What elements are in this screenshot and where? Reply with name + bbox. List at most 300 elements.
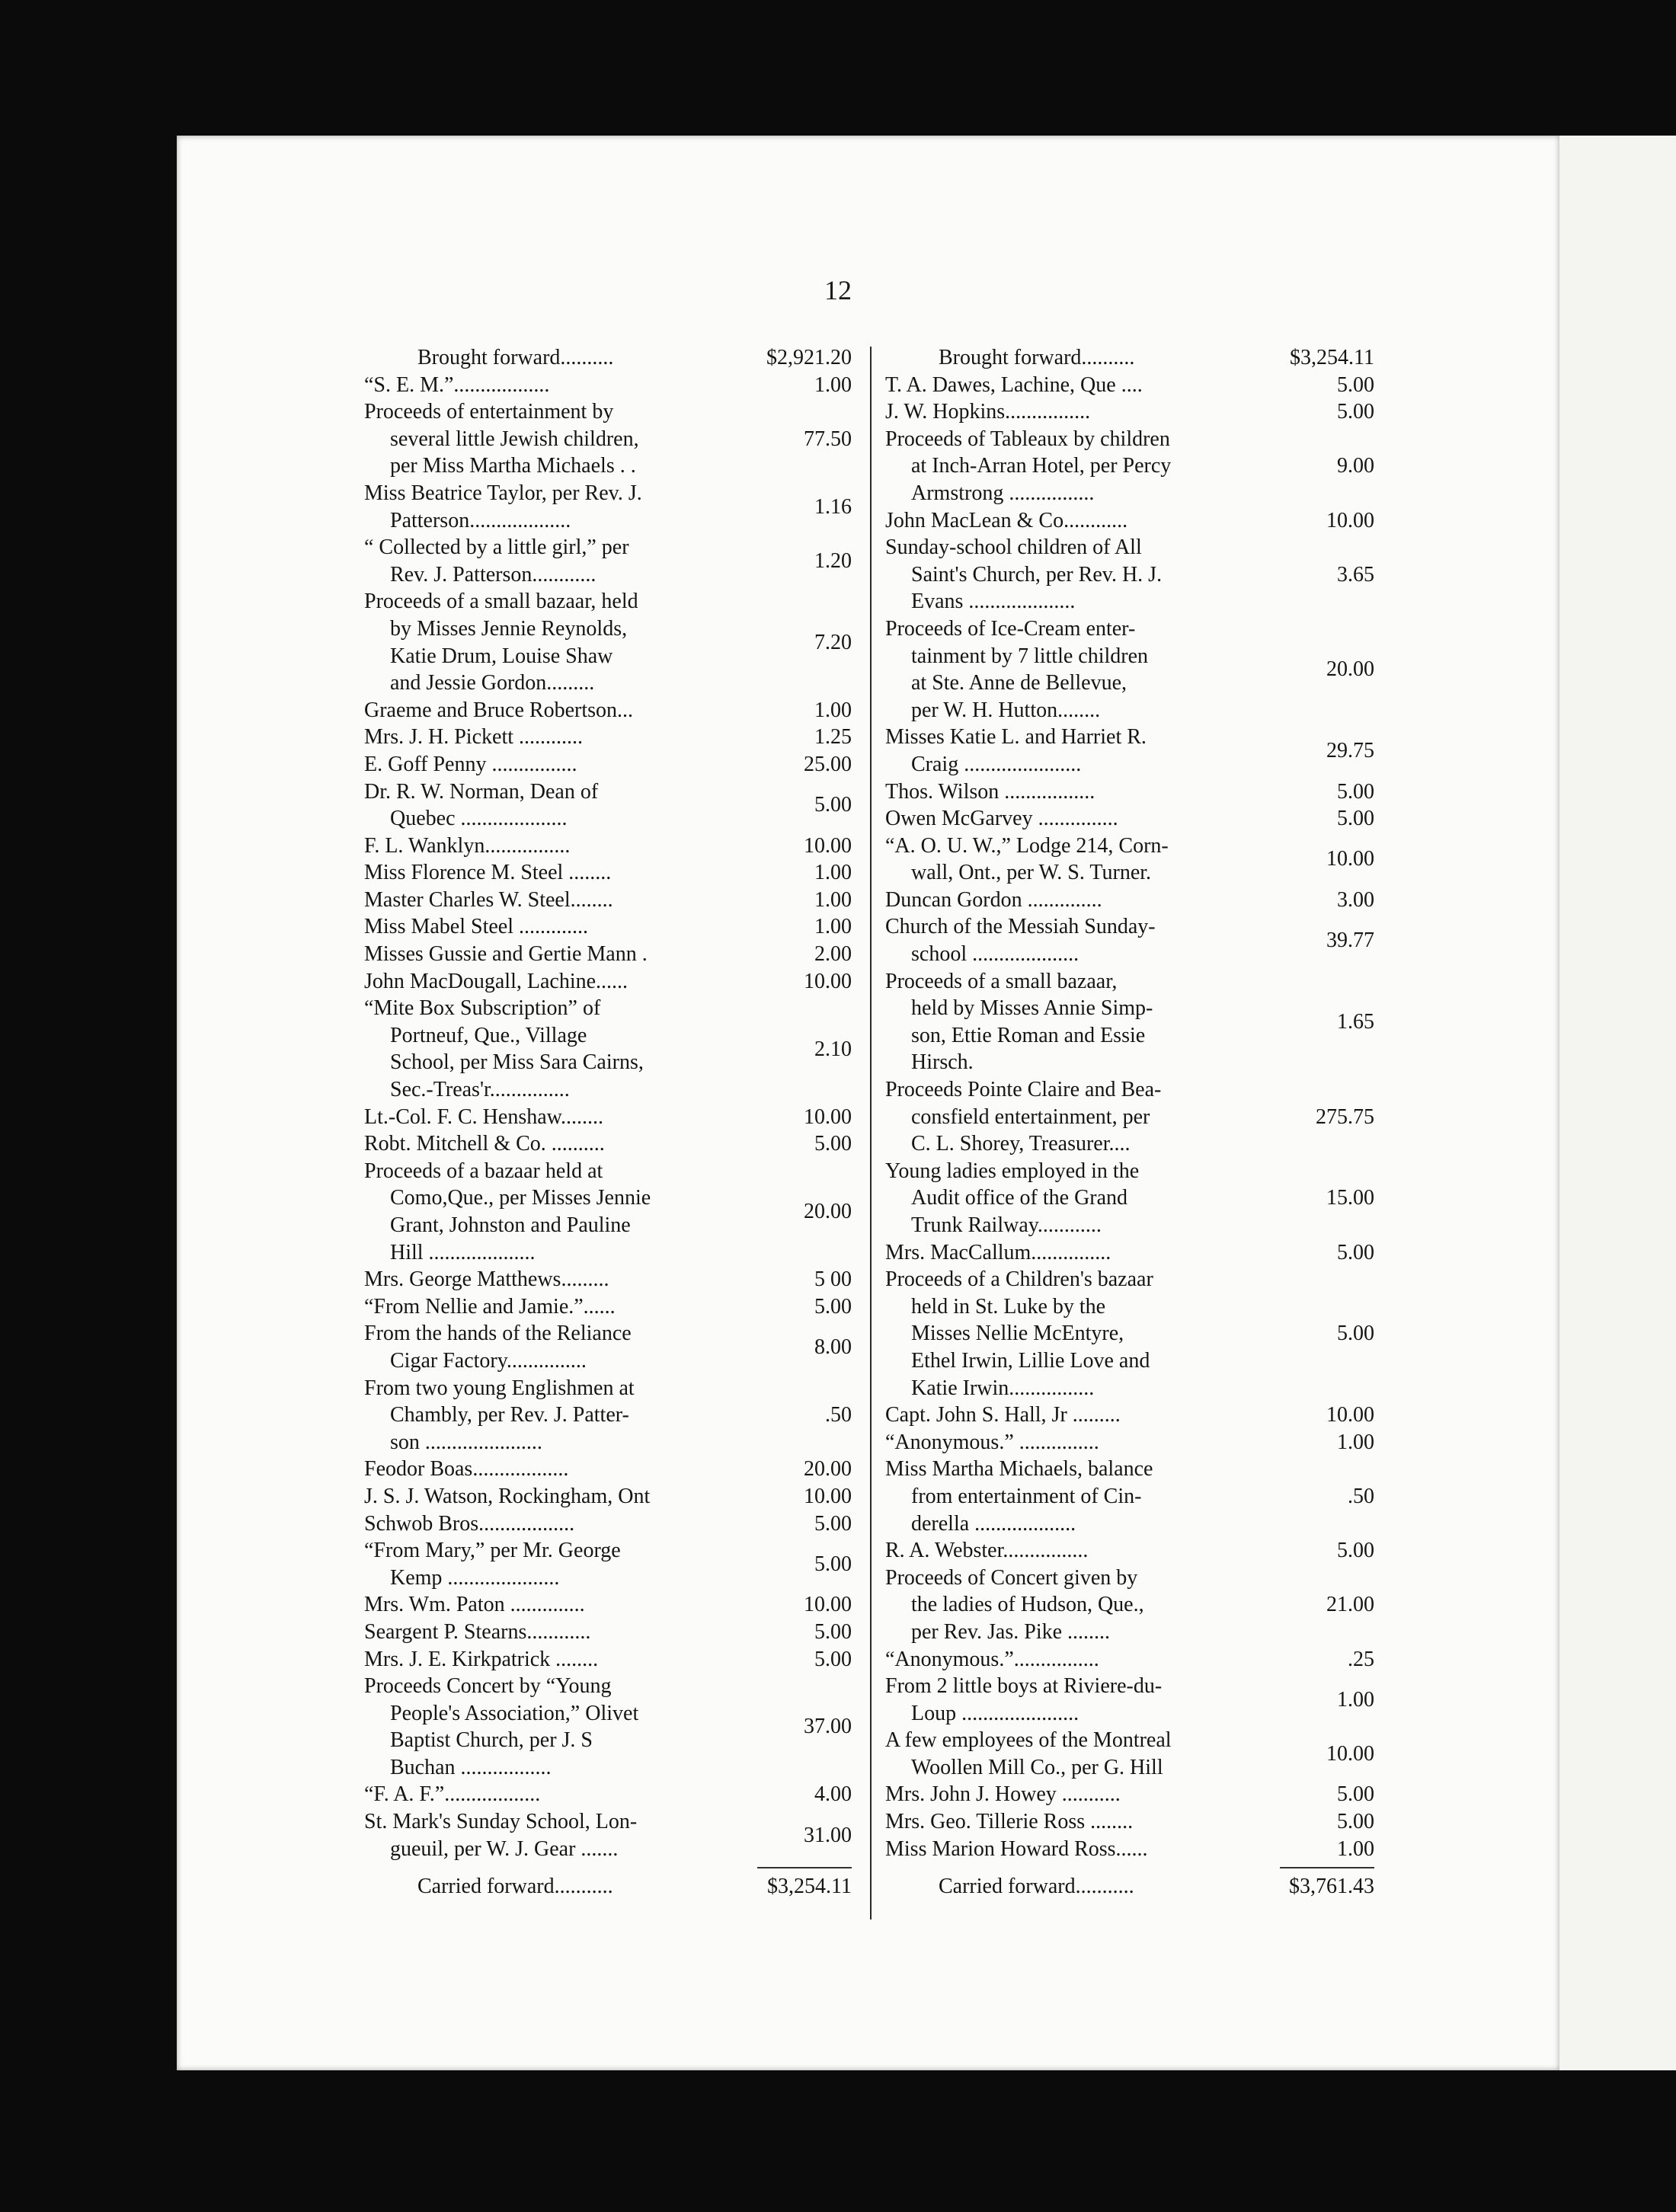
brought-forward-label xyxy=(364,344,757,372)
entry-amount: 20.00 xyxy=(804,1200,852,1224)
entry-line: Woollen Mill Co., per G. Hill xyxy=(911,1755,1163,1779)
entry-line: A few employees of the Montreal xyxy=(885,1728,1172,1753)
entry-amount: 1.00 xyxy=(814,887,852,912)
entry-amount: 5.00 xyxy=(814,793,852,817)
ledger-entry xyxy=(885,1565,1374,1646)
entry-line: Sunday-school children of All xyxy=(885,535,1142,560)
entry-amount: 10.00 xyxy=(804,969,852,993)
entry-description xyxy=(364,968,757,996)
carried-forward-row xyxy=(364,1873,852,1900)
entry-line: Master Charles W. Steel........ xyxy=(364,887,613,912)
entry-description xyxy=(364,1673,757,1781)
entry-description xyxy=(364,1591,757,1619)
entry-line: Katie Drum, Louise Shaw xyxy=(390,644,613,668)
entry-line: Portneuf, Que., Village xyxy=(390,1023,587,1047)
entry-amount: 1.00 xyxy=(1337,1836,1374,1861)
entry-amount: 5.00 xyxy=(814,1132,852,1156)
ledger-entry xyxy=(885,534,1374,615)
ledger-entry xyxy=(885,1402,1374,1429)
ledger-entry xyxy=(364,968,852,996)
entry-line: School, per Miss Sara Cairns, xyxy=(390,1050,644,1075)
entry-line: T. A. Dawes, Lachine, Que .... xyxy=(885,372,1143,397)
entry-line: Sec.-Treas'r............... xyxy=(390,1078,570,1102)
entry-line: Proceeds of Tableaux by children xyxy=(885,427,1170,451)
brought-forward-text: Brought forward.......... xyxy=(939,346,1135,369)
ledger-entry xyxy=(364,1130,852,1158)
entry-line: consfield entertainment, per xyxy=(911,1104,1150,1129)
entry-line: per Miss Martha Michaels . . xyxy=(390,454,636,478)
page-number: 12 xyxy=(824,275,852,305)
entry-line: Young ladies employed in the xyxy=(885,1159,1140,1183)
entry-amount: 1.00 xyxy=(814,372,852,397)
entry-amount: 1.00 xyxy=(1337,1430,1374,1454)
entry-line: held in St. Luke by the xyxy=(911,1294,1106,1319)
entry-amount: 10.00 xyxy=(1326,1403,1374,1427)
entry-description xyxy=(885,507,1280,535)
entry-description xyxy=(885,534,1280,615)
entry-line: the ladies of Hudson, Que., xyxy=(911,1593,1144,1617)
entry-description xyxy=(885,615,1280,724)
entry-description xyxy=(885,1266,1280,1402)
ledger-entry xyxy=(885,1646,1374,1673)
entry-amount: 37.00 xyxy=(804,1715,852,1739)
entry-line: Mrs. John J. Howey ........... xyxy=(885,1782,1121,1807)
entry-description xyxy=(364,1320,757,1374)
ledger-entry xyxy=(885,968,1374,1076)
ledger-entry xyxy=(885,1076,1374,1158)
carried-forward-amount: $3,254.11 xyxy=(767,1875,852,1899)
ledger-entry xyxy=(364,1293,852,1321)
entry-description xyxy=(364,887,757,914)
entry-line: Proceeds of entertainment by xyxy=(364,400,614,424)
ledger-entry xyxy=(364,913,852,941)
entry-description xyxy=(364,534,757,588)
entry-line: Grant, Johnston and Pauline xyxy=(390,1213,631,1237)
entry-amount: 3.00 xyxy=(1337,887,1374,912)
ledger-entry xyxy=(885,1673,1374,1727)
entry-line: Mrs. George Matthews......... xyxy=(364,1267,609,1292)
ledger-entry xyxy=(364,1781,852,1808)
ledger-entry xyxy=(364,1646,852,1673)
ledger-entry xyxy=(885,833,1374,887)
entry-line: Ethel Irwin, Lillie Love and xyxy=(911,1348,1150,1373)
carried-forward-amount: $3,761.43 xyxy=(1289,1875,1374,1899)
ledger-entry xyxy=(364,1619,852,1646)
entry-amount: 4.00 xyxy=(814,1782,852,1807)
ledger-entry xyxy=(885,426,1374,507)
ledger-entry xyxy=(364,480,852,534)
entry-line: derella ................... xyxy=(911,1511,1076,1536)
entry-line: Evans .................... xyxy=(911,590,1076,614)
entry-line: John MacDougall, Lachine...... xyxy=(364,969,628,993)
ledger-entry xyxy=(885,1429,1374,1456)
ledger-entry xyxy=(364,1158,852,1266)
ledger-entry xyxy=(885,1727,1374,1781)
entry-description xyxy=(885,1429,1280,1456)
ledger-entry xyxy=(364,941,852,968)
ledger-entry xyxy=(364,1591,852,1619)
entry-amount: 1.00 xyxy=(814,861,852,885)
ledger-entry xyxy=(885,372,1374,399)
entry-amount: 5.00 xyxy=(814,1619,852,1644)
ledger-entry xyxy=(885,1537,1374,1565)
ledger-entry xyxy=(885,805,1374,833)
entry-line: Kemp ..................... xyxy=(390,1565,560,1590)
ledger-entry xyxy=(364,1673,852,1781)
entry-description xyxy=(364,398,757,480)
entry-line: “Mite Box Subscription” of xyxy=(364,996,601,1021)
ledger-entry xyxy=(364,1375,852,1456)
ledger-entry xyxy=(885,1266,1374,1402)
brought-forward-row xyxy=(364,344,852,372)
entry-line: Miss Marion Howard Ross...... xyxy=(885,1836,1148,1861)
entry-description xyxy=(885,1239,1280,1267)
entry-description xyxy=(885,1727,1280,1781)
entry-description xyxy=(885,1076,1280,1158)
ledger-entry xyxy=(364,1510,852,1538)
entry-description xyxy=(364,995,757,1103)
brought-forward-amount: $3,254.11 xyxy=(1290,346,1374,369)
entry-amount: 10.00 xyxy=(1326,847,1374,871)
entry-line: Loup ...................... xyxy=(911,1701,1079,1725)
entry-description xyxy=(364,941,757,968)
entry-line: Mrs. J. H. Pickett ............ xyxy=(364,725,583,750)
entry-line: Armstrong ................ xyxy=(911,481,1095,505)
entry-description xyxy=(364,1130,757,1158)
ledger-entry xyxy=(364,724,852,751)
entry-amount: 7.20 xyxy=(814,630,852,654)
entry-line: “Anonymous.”................ xyxy=(885,1647,1099,1671)
entry-amount: 5.00 xyxy=(1337,779,1374,804)
ledger-entry xyxy=(364,778,852,833)
entry-amount: 31.00 xyxy=(804,1823,852,1847)
entry-line: Proceeds of Concert given by xyxy=(885,1565,1138,1590)
entry-line: Proceeds of Ice-Cream enter- xyxy=(885,616,1136,641)
entry-description xyxy=(885,1565,1280,1646)
entry-amount: 1.00 xyxy=(1337,1687,1374,1712)
entry-line: From two young Englishmen at xyxy=(364,1376,635,1400)
entry-description xyxy=(364,1456,757,1483)
entry-line: Hirsch. xyxy=(911,1050,974,1075)
entry-description xyxy=(885,887,1280,914)
entry-line: E. Goff Penny ................ xyxy=(364,752,577,776)
entry-amount: 5.00 xyxy=(1337,372,1374,397)
entry-description xyxy=(364,1104,757,1131)
entry-description xyxy=(885,968,1280,1076)
entry-amount: 5 00 xyxy=(814,1267,852,1292)
entry-line: Proceeds Pointe Claire and Bea- xyxy=(885,1078,1162,1102)
entry-line: from entertainment of Cin- xyxy=(911,1484,1142,1508)
entry-description xyxy=(364,913,757,941)
entry-line: Dr. R. W. Norman, Dean of xyxy=(364,779,599,804)
entry-description xyxy=(364,1510,757,1538)
entry-line: Cigar Factory............... xyxy=(390,1348,587,1373)
entry-amount: 5.00 xyxy=(814,1294,852,1319)
ledger-entry xyxy=(364,1104,852,1131)
entry-amount: 10.00 xyxy=(804,1593,852,1617)
entry-line: Patterson................... xyxy=(390,508,571,532)
entry-amount: .50 xyxy=(1348,1484,1374,1508)
entry-line: Craig ...................... xyxy=(911,752,1082,776)
entry-amount: 5.00 xyxy=(814,1552,852,1576)
entry-line: son ...................... xyxy=(390,1430,542,1454)
entry-amount: 5.00 xyxy=(1337,1539,1374,1563)
left-column xyxy=(364,344,852,1900)
entry-line: “From Nellie and Jamie.”...... xyxy=(364,1294,616,1319)
entry-description xyxy=(364,1781,757,1808)
entry-line: R. A. Webster................ xyxy=(885,1539,1089,1563)
entry-description xyxy=(364,833,757,860)
entry-line: Robt. Mitchell & Co. .......... xyxy=(364,1132,605,1156)
entry-line: Mrs. MacCallum............... xyxy=(885,1240,1111,1264)
ledger-entry xyxy=(885,398,1374,426)
brought-forward-row xyxy=(885,344,1374,372)
entry-line: Proceeds of a Children's bazaar xyxy=(885,1267,1153,1292)
entry-amount: 2.00 xyxy=(814,942,852,967)
entry-description xyxy=(364,1266,757,1293)
right-column xyxy=(885,344,1374,1900)
ledger-entry xyxy=(885,507,1374,535)
entry-amount: 5.00 xyxy=(1337,1240,1374,1264)
ledger-entry xyxy=(885,887,1374,914)
entry-line: Proceeds Concert by “Young xyxy=(364,1674,612,1699)
entry-amount: 5.00 xyxy=(1337,1782,1374,1807)
entry-line: Misses Gussie and Gertie Mann . xyxy=(364,942,648,967)
entry-line: Misses Nellie McEntyre, xyxy=(911,1322,1124,1346)
ledger-entry xyxy=(364,534,852,588)
entry-amount: 1.25 xyxy=(814,725,852,750)
entry-line: Thos. Wilson ................. xyxy=(885,779,1095,804)
entry-line: People's Association,” Olivet xyxy=(390,1701,639,1725)
entry-line: Rev. J. Patterson............ xyxy=(390,562,597,587)
carried-forward-row xyxy=(885,1873,1374,1900)
ledger-entry xyxy=(364,1320,852,1374)
ledger-entry xyxy=(364,1483,852,1510)
entry-amount: 5.00 xyxy=(814,1647,852,1671)
entry-line: J. S. J. Watson, Rockingham, Ont xyxy=(364,1484,651,1508)
ledger-entry xyxy=(364,588,852,696)
entry-line: John MacLean & Co............ xyxy=(885,508,1128,532)
entry-line: Misses Katie L. and Harriet R. xyxy=(885,725,1147,750)
entry-description xyxy=(885,1456,1280,1537)
entry-description xyxy=(885,1646,1280,1673)
entry-description xyxy=(885,778,1280,806)
entry-line: “ Collected by a little girl,” per xyxy=(364,535,629,560)
entry-line: per Rev. Jas. Pike ........ xyxy=(911,1619,1111,1644)
entry-description xyxy=(364,859,757,887)
entry-amount: .25 xyxy=(1348,1647,1374,1671)
entry-line: Hill .................... xyxy=(390,1240,536,1264)
entry-line: Katie Irwin................ xyxy=(911,1376,1095,1400)
brought-forward-text: Brought forward.......... xyxy=(417,346,614,369)
entry-amount: 10.00 xyxy=(804,833,852,858)
ledger-entry xyxy=(364,1808,852,1862)
entry-line: held by Misses Annie Simp- xyxy=(911,996,1153,1021)
ledger-entry xyxy=(885,615,1374,724)
entry-description xyxy=(885,805,1280,833)
entry-line: J. W. Hopkins................ xyxy=(885,400,1091,424)
ledger-entry xyxy=(364,833,852,860)
entry-line: Miss Florence M. Steel ........ xyxy=(364,861,612,885)
entry-line: Mrs. Geo. Tillerie Ross ........ xyxy=(885,1810,1134,1834)
entry-description xyxy=(364,1293,757,1321)
entry-line: St. Mark's Sunday School, Lon- xyxy=(364,1810,638,1834)
entry-line: Lt.-Col. F. C. Henshaw........ xyxy=(364,1104,604,1129)
entry-amount: 20.00 xyxy=(804,1457,852,1482)
entry-amount: 1.00 xyxy=(814,698,852,722)
entry-amount: 20.00 xyxy=(1326,657,1374,682)
entry-description xyxy=(364,778,757,833)
entry-amount: 5.00 xyxy=(814,1511,852,1536)
entry-description xyxy=(364,1375,757,1456)
entry-amount: 10.00 xyxy=(804,1484,852,1508)
entry-line: Quebec .................... xyxy=(390,807,568,831)
entry-line: F. L. Wanklyn................ xyxy=(364,833,571,858)
ledger-entry xyxy=(885,1808,1374,1836)
entry-amount: 21.00 xyxy=(1326,1593,1374,1617)
entry-line: From 2 little boys at Riviere-du- xyxy=(885,1674,1163,1699)
entry-line: by Misses Jennie Reynolds, xyxy=(390,616,628,641)
entry-description xyxy=(364,1158,757,1266)
entry-line: “Anonymous.” ............... xyxy=(885,1430,1099,1454)
brought-forward-amount: $2,921.20 xyxy=(766,346,852,369)
ledger-entry xyxy=(364,751,852,778)
ledger-entry xyxy=(885,1158,1374,1239)
entry-amount: 10.00 xyxy=(1326,1742,1374,1766)
entry-amount: 5.00 xyxy=(1337,1322,1374,1346)
ledger-entry xyxy=(885,1781,1374,1808)
carried-forward-label xyxy=(885,1873,1280,1900)
ledger-entry xyxy=(364,1266,852,1293)
entry-description xyxy=(364,1646,757,1673)
entry-description xyxy=(364,1483,757,1510)
ledger-entry xyxy=(885,724,1374,778)
ledger-entry xyxy=(364,1456,852,1483)
entry-line: Miss Martha Michaels, balance xyxy=(885,1457,1153,1482)
entry-line: “F. A. F.”.................. xyxy=(364,1782,541,1807)
ledger-entry xyxy=(364,1537,852,1591)
entry-line: Mrs. J. E. Kirkpatrick ........ xyxy=(364,1647,599,1671)
entry-description xyxy=(885,724,1280,778)
brought-forward-label xyxy=(885,344,1280,372)
entry-amount: 25.00 xyxy=(804,752,852,776)
entry-amount: 5.00 xyxy=(1337,1810,1374,1834)
total-rule xyxy=(364,1862,852,1873)
entry-description xyxy=(364,1537,757,1591)
entry-amount: 5.00 xyxy=(1337,807,1374,831)
entry-description xyxy=(364,588,757,696)
entry-line: Trunk Railway............ xyxy=(911,1213,1102,1237)
entry-line: Seargent P. Stearns............ xyxy=(364,1619,591,1644)
entry-line: Miss Beatrice Taylor, per Rev. J. xyxy=(364,481,642,505)
entry-line: Baptist Church, per J. S xyxy=(390,1728,593,1753)
ledger-entry xyxy=(364,859,852,887)
entry-amount: 10.00 xyxy=(804,1104,852,1129)
entry-amount: 1.16 xyxy=(814,494,852,519)
entry-description xyxy=(885,1836,1280,1863)
entry-amount: 77.50 xyxy=(804,427,852,451)
entry-description xyxy=(364,1619,757,1646)
entry-amount: 275.75 xyxy=(1316,1104,1374,1129)
entry-amount: 1.00 xyxy=(814,915,852,939)
entry-amount: 1.65 xyxy=(1337,1010,1374,1034)
entry-line: Proceeds of a small bazaar, held xyxy=(364,590,638,614)
entry-line: Graeme and Bruce Robertson... xyxy=(364,698,633,722)
entry-line: Church of the Messiah Sunday- xyxy=(885,915,1156,939)
entry-description xyxy=(885,398,1280,426)
ledger-entry xyxy=(885,1456,1374,1537)
entry-amount: 8.00 xyxy=(814,1335,852,1360)
entry-line: wall, Ont., per W. S. Turner. xyxy=(911,861,1152,885)
total-rule xyxy=(885,1862,1374,1873)
ledger-entry xyxy=(885,1836,1374,1863)
entry-amount: 2.10 xyxy=(814,1037,852,1061)
entry-line: per W. H. Hutton........ xyxy=(911,698,1101,722)
entry-line: son, Ettie Roman and Essie xyxy=(911,1023,1146,1047)
entry-amount: 3.65 xyxy=(1337,562,1374,587)
entry-description xyxy=(885,426,1280,507)
entry-line: Buchan ................. xyxy=(390,1755,552,1779)
entry-description xyxy=(364,751,757,778)
entry-line: at Ste. Anne de Bellevue, xyxy=(911,671,1127,695)
entry-description xyxy=(885,913,1280,967)
entry-amount: 1.20 xyxy=(814,548,852,573)
column-divider xyxy=(870,347,872,1920)
entry-description xyxy=(885,372,1280,399)
entry-line: at Inch-Arran Hotel, per Percy xyxy=(911,454,1172,478)
entry-line: Owen McGarvey ............... xyxy=(885,807,1118,831)
entry-line: Audit office of the Grand xyxy=(911,1186,1128,1210)
entry-amount: 15.00 xyxy=(1326,1186,1374,1210)
entry-line: Capt. John S. Hall, Jr ......... xyxy=(885,1403,1121,1427)
entry-amount: 29.75 xyxy=(1326,739,1374,763)
entry-description xyxy=(885,1781,1280,1808)
entry-line: gueuil, per W. J. Gear ....... xyxy=(390,1836,619,1861)
entry-description xyxy=(364,480,757,534)
entry-line: Miss Mabel Steel ............. xyxy=(364,915,588,939)
ledger-entry xyxy=(364,995,852,1103)
entry-amount: 9.00 xyxy=(1337,454,1374,478)
entry-line: tainment by 7 little children xyxy=(911,644,1149,668)
entry-line: Chambly, per Rev. J. Patter- xyxy=(390,1403,629,1427)
entry-amount: 39.77 xyxy=(1326,929,1374,953)
entry-description xyxy=(885,1673,1280,1727)
entry-description xyxy=(885,833,1280,887)
entry-line: Proceeds of a bazaar held at xyxy=(364,1159,603,1183)
ledger-entry xyxy=(364,887,852,914)
ledger-entry xyxy=(885,778,1374,806)
ledger-entry xyxy=(885,913,1374,967)
entry-amount: 5.00 xyxy=(1337,400,1374,424)
ledger-entry xyxy=(885,1239,1374,1267)
entry-line: Feodor Boas.................. xyxy=(364,1457,569,1482)
entry-line: and Jessie Gordon......... xyxy=(390,671,595,695)
carried-forward-text: Carried forward........... xyxy=(417,1875,613,1899)
entry-description xyxy=(364,1808,757,1862)
entry-line: “From Mary,” per Mr. George xyxy=(364,1539,621,1563)
entry-description xyxy=(885,1402,1280,1429)
entry-line: “S. E. M.”.................. xyxy=(364,372,550,397)
entry-amount: .50 xyxy=(825,1403,852,1427)
entry-line: Schwob Bros.................. xyxy=(364,1511,575,1536)
entry-description xyxy=(885,1808,1280,1836)
entry-line: Proceeds of a small bazaar, xyxy=(885,969,1118,993)
carried-forward-text: Carried forward........... xyxy=(939,1875,1134,1899)
entry-line: several little Jewish children, xyxy=(390,427,639,451)
entry-description xyxy=(364,724,757,751)
entry-line: From the hands of the Reliance xyxy=(364,1322,632,1346)
ledger-entry xyxy=(364,697,852,724)
